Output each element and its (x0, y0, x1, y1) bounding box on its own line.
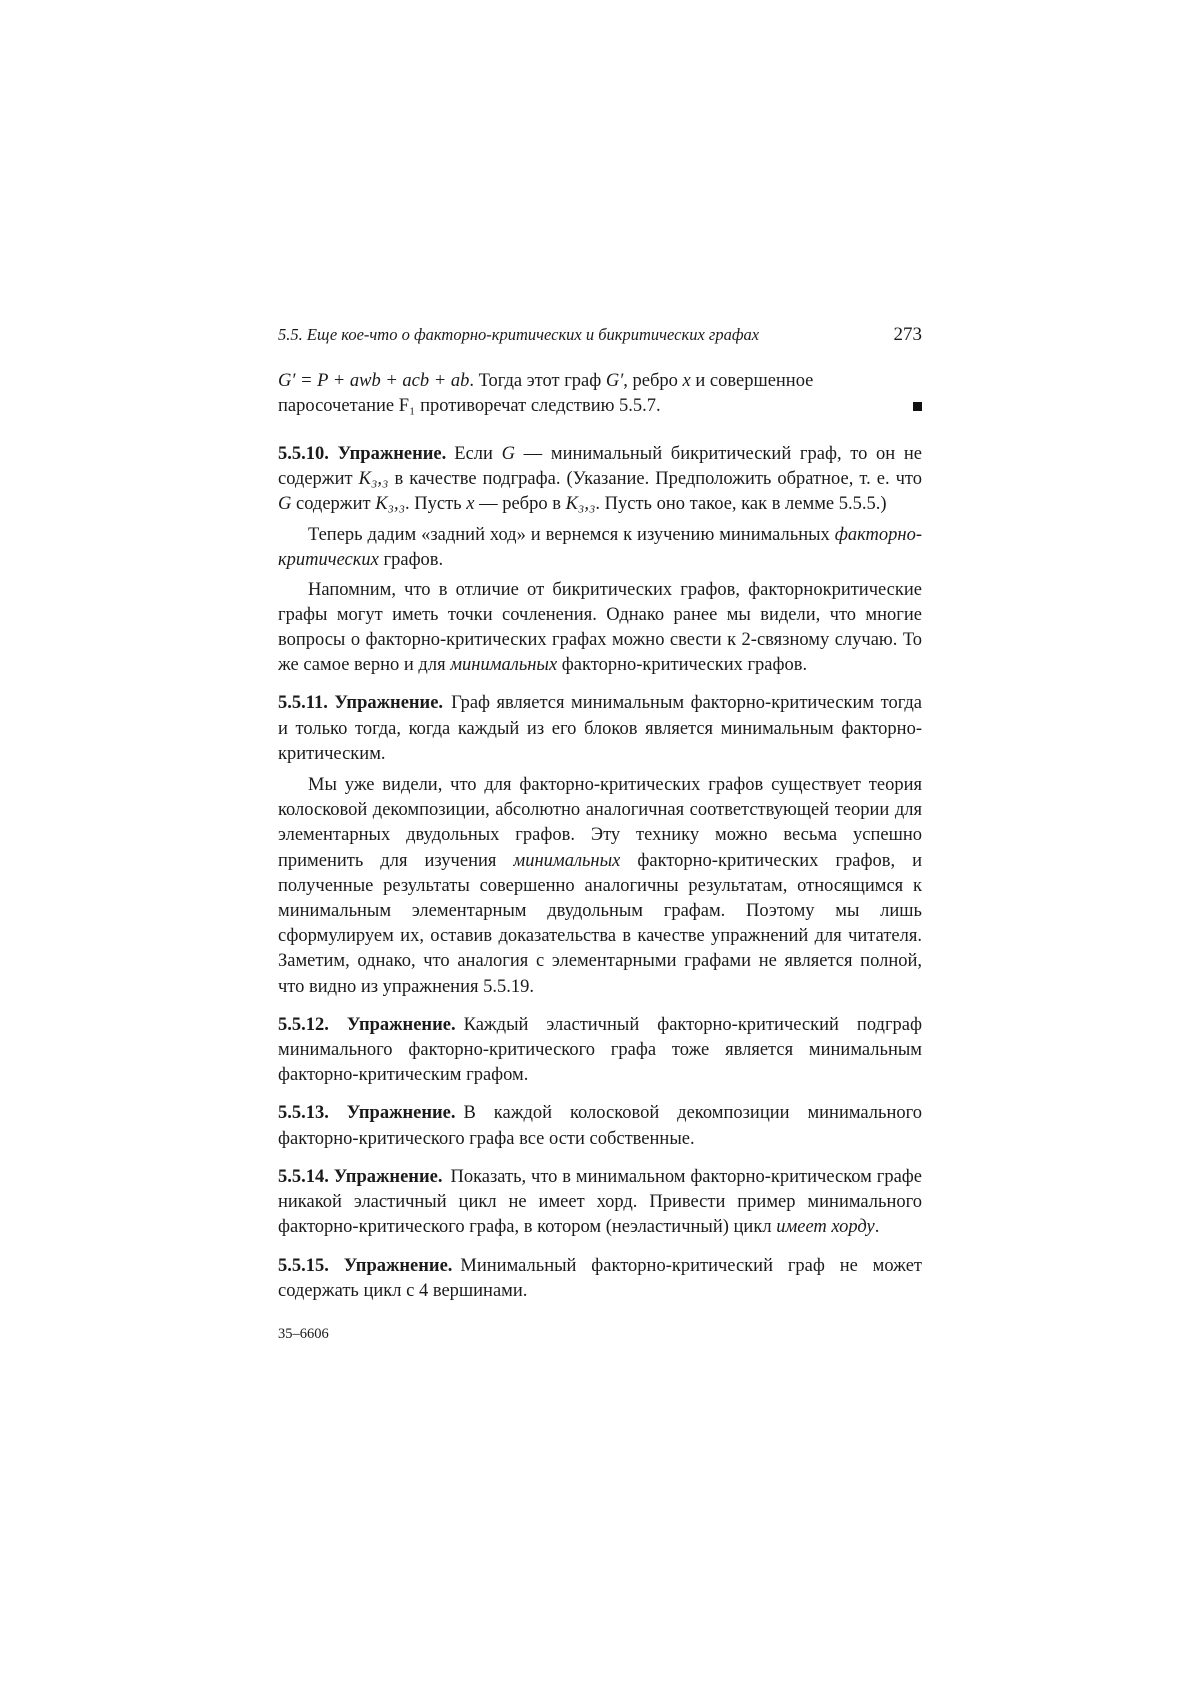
emphasis: факторно-критических (278, 525, 922, 571)
math-k33: K₃,₃ (358, 468, 389, 489)
page-number: 273 (893, 324, 922, 345)
math-k33: K₃,₃ (375, 494, 406, 515)
exercise-number: 5.5.11. Упражнение. (278, 693, 444, 714)
exercise-5-5-13 (278, 1101, 922, 1151)
math-g-prime-2: G′ (605, 371, 624, 392)
printer-signature: 35–6606 (278, 1325, 329, 1342)
exercise-5-5-14 (278, 1165, 922, 1241)
text: паросочетание F₁ противоречат следствию 5.5.7. (278, 396, 661, 417)
text: Напомним, что в отличие от бикритических графов, факторнокритические графы могут иметь точки сочленения. Однако ранее мы видели, что многие вопросы о факторно-критических графах можно свести к 2-связному случаю. То же самое верно и для (278, 579, 922, 676)
exercise-number: 5.5.13. Упражнение. (278, 1103, 456, 1124)
exercise-number: 5.5.14. Упражнение. (278, 1166, 443, 1187)
proof-end-line (278, 394, 922, 419)
text: . Пусть оно такое, как в лемме 5.5.5.) (595, 494, 887, 515)
text: , ребро (623, 371, 683, 392)
running-header (278, 322, 922, 347)
paragraph-proof-end (278, 369, 922, 394)
emphasis: имеет хорду (776, 1217, 875, 1238)
text: Если (454, 443, 502, 464)
text: — ребро в (474, 494, 566, 515)
math-g: G (278, 494, 292, 515)
text: В каждой колосковой декомпозиции минимального факторно-критического графа все ости собственные. (278, 1103, 923, 1149)
exercise-5-5-12 (278, 1013, 922, 1089)
exercise-number: 5.5.12. Упражнение. (278, 1014, 456, 1035)
text: . Тогда этот граф (469, 371, 606, 392)
math-x: x (682, 371, 691, 392)
text: Минимальный факторно-критический граф не может содержать цикл с 4 вершинами. (278, 1255, 922, 1301)
text: содержит (291, 494, 376, 515)
text: факторно-критических графов, и полученные результаты совершенно аналогичны результатам, относящимся к минимальным элементарным двудольным графам. Поэтому мы лишь сформулируем их, оставив доказательства в качестве упражнений для читателя. Заметим, однако, что аналогия с элементарными графами не является полной, что видно из упражнения 5.5.19. (278, 850, 923, 997)
text: Каждый эластичный факторно-критический подграф минимального факторно-критического графа тоже является минимальным факторно-критическим графом. (278, 1014, 923, 1086)
paragraph (278, 523, 922, 573)
exercise-5-5-15 (278, 1254, 922, 1304)
text: — минимальный бикритический граф, то он не содержит (278, 443, 922, 489)
text: в качестве подграфа. (Указание. Предположить обратное, т. е. что (388, 468, 922, 489)
header-title: 5.5. Еще кое-что о факторно-критических и бикритических графах (278, 325, 760, 344)
math-k33: K₃,₃ (565, 494, 596, 515)
qed-square-icon (913, 402, 922, 411)
text: Показать, что в минимальном факторно-критическом графе никакой эластичный цикл не имеет хорд. Привести пример минимального факторно-критического графа, в котором (неэластичный) цикл (278, 1166, 922, 1238)
text: . Пусть (405, 494, 467, 515)
exercise-5-5-10 (278, 442, 922, 518)
paragraph (278, 578, 922, 679)
math-equation: = P + awb + acb + ab (295, 371, 470, 392)
exercise-5-5-11 (278, 691, 922, 767)
exercise-number: 5.5.10. Упражнение. (278, 443, 447, 464)
math-x: x (466, 494, 475, 515)
paragraph (278, 773, 922, 1000)
text: и совершенное (690, 371, 814, 392)
text: Теперь дадим «задний ход» и вернемся к изучению минимальных (308, 525, 835, 546)
emphasis: минимальных (450, 655, 558, 676)
text: . (874, 1217, 880, 1238)
text: графов. (378, 550, 444, 571)
emphasis: минимальных (513, 850, 621, 871)
text: Граф является минимальным факторно-критическим тогда и только тогда, когда каждый из его блоков является минимальным факторно-критическим. (278, 693, 922, 764)
exercise-number: 5.5.15. Упражнение. (278, 1255, 453, 1276)
text: Мы уже видели, что для факторно-критических графов существует теория колосковой декомпозиции, абсолютно аналогичная соответствующей теории для элементарных двудольных графов. Эту технику можно весьма успешно применить для изучения (278, 775, 922, 871)
page (278, 322, 922, 1347)
math-g: G (501, 443, 515, 464)
math-g-prime: G′ (278, 371, 296, 392)
text: факторно-критических графов. (557, 655, 808, 676)
